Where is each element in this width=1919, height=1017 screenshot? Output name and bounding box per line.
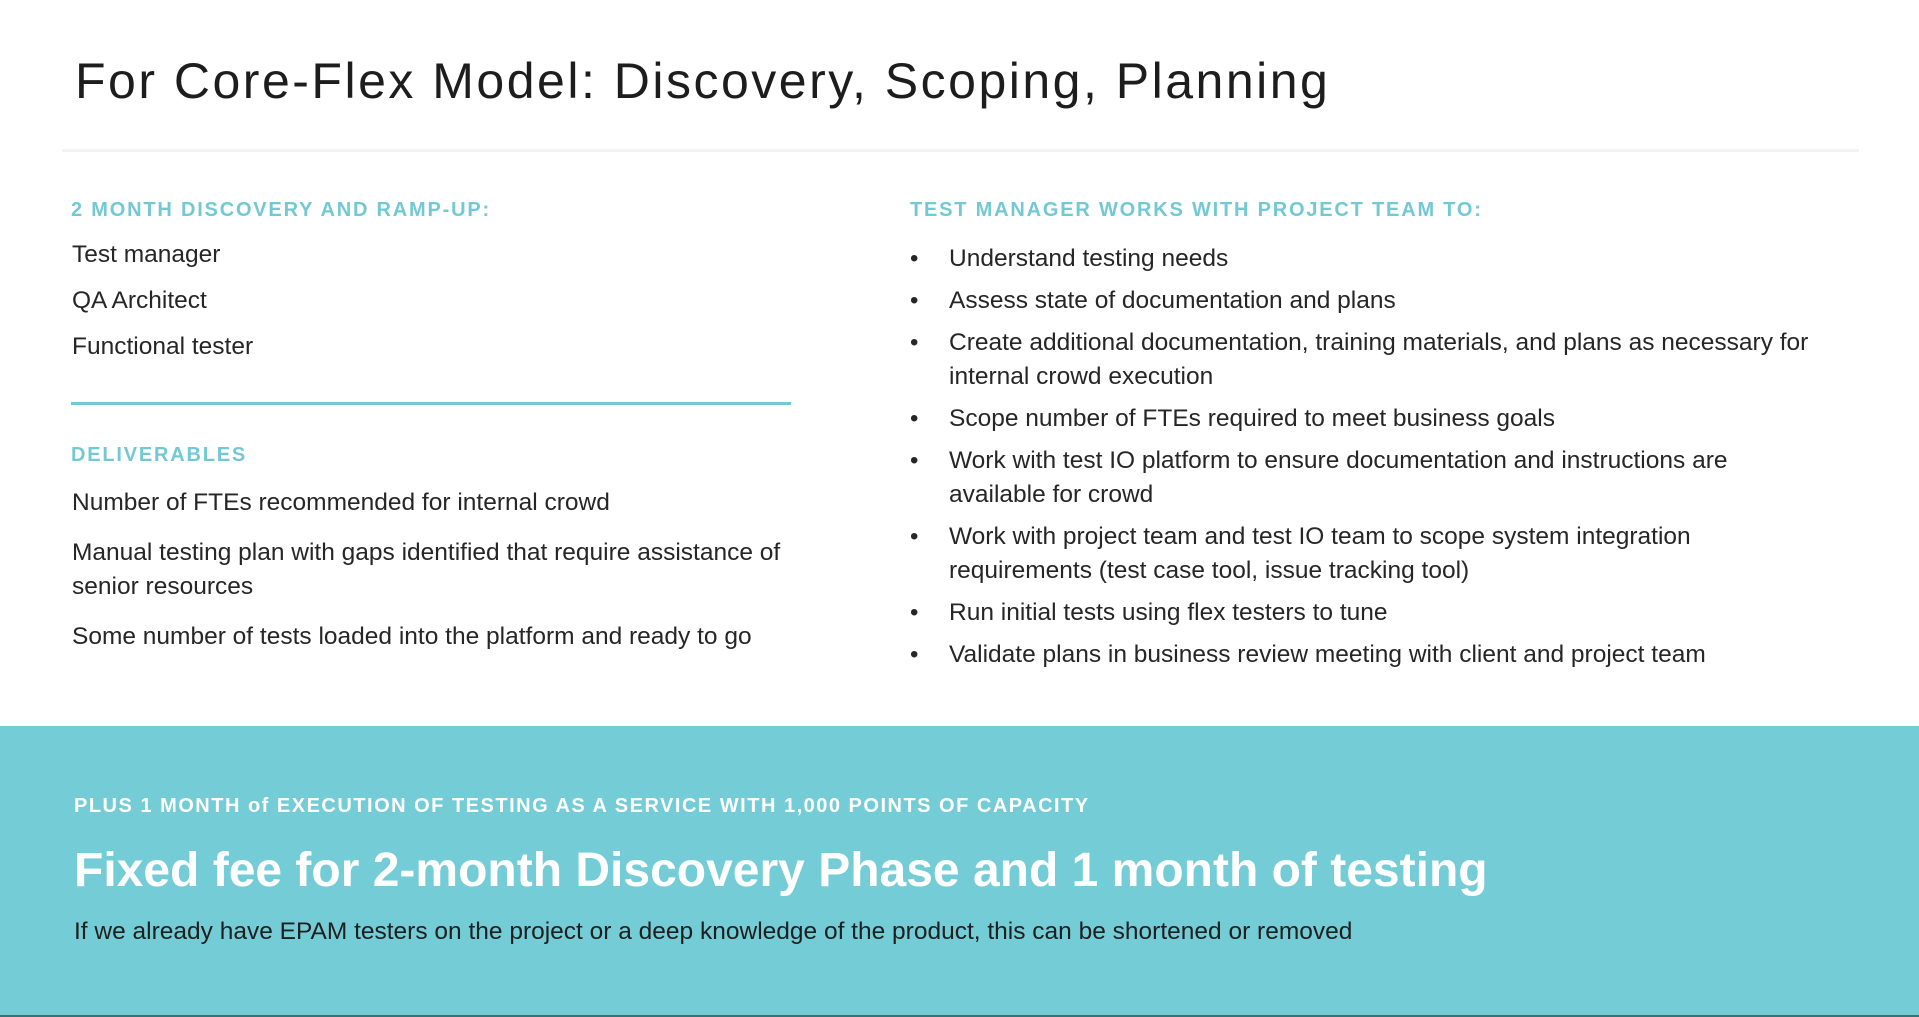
bullet-icon: • [910, 329, 919, 356]
project-team-tasks [910, 242, 1830, 680]
list-item [910, 402, 1830, 436]
list-item: QA Architect [72, 287, 207, 314]
bullet-icon: • [910, 405, 919, 432]
list-item: Functional tester [72, 333, 254, 360]
band-kicker: PLUS 1 MONTH of EXECUTION OF TESTING AS A SERVICE WITH 1,000 POINTS OF CAPACITY [74, 795, 1090, 817]
list-item-text: Validate plans in business review meeting with client and project team [949, 641, 1706, 668]
roles-list [72, 238, 792, 376]
list-item [910, 596, 1830, 630]
bullet-icon: • [910, 523, 919, 550]
deliverables-heading: DELIVERABLES [71, 444, 248, 466]
bullet-icon: • [910, 447, 919, 474]
deliverables-list [72, 486, 792, 670]
slide-title: For Core-Flex Model: Discovery, Scoping, Planning [75, 53, 1331, 109]
title-divider [62, 149, 1859, 152]
list-item [910, 444, 1830, 512]
list-item: Test manager [72, 241, 221, 268]
band-note: If we already have EPAM testers on the project or a deep knowledge of the product, this can be shortened or removed [74, 918, 1353, 945]
list-item: Number of FTEs recommended for internal crowd [72, 489, 610, 516]
bullet-icon: • [910, 245, 919, 272]
project-team-heading: TEST MANAGER WORKS WITH PROJECT TEAM TO: [910, 199, 1483, 221]
list-item: Some number of tests loaded into the platform and ready to go [72, 623, 752, 650]
list-item-text: Scope number of FTEs required to meet business goals [949, 405, 1556, 432]
list-item [910, 242, 1830, 276]
list-item-text: Create additional documentation, training materials, and plans as necessary for internal crowd execution [949, 329, 1809, 390]
list-item: Manual testing plan with gaps identified that require assistance of senior resources [72, 539, 781, 600]
list-item [910, 520, 1830, 588]
band-headline: Fixed fee for 2-month Discovery Phase and 1 month of testing [74, 844, 1488, 897]
bullet-icon: • [910, 641, 919, 668]
bullet-icon: • [910, 599, 919, 626]
discovery-heading: 2 MONTH DISCOVERY AND RAMP-UP: [71, 199, 491, 221]
list-item [910, 638, 1830, 672]
list-item-text: Understand testing needs [949, 245, 1229, 272]
list-item-text: Work with test IO platform to ensure documentation and instructions are available for crowd [949, 447, 1728, 508]
bullet-icon: • [910, 287, 919, 314]
list-item [910, 284, 1830, 318]
list-item [910, 326, 1830, 394]
list-item-text: Work with project team and test IO team to scope system integration requirements (test case tool, issue tracking tool) [949, 523, 1691, 584]
list-item-text: Run initial tests using flex testers to tune [949, 599, 1388, 626]
section-divider [71, 402, 791, 405]
list-item-text: Assess state of documentation and plans [949, 287, 1396, 314]
